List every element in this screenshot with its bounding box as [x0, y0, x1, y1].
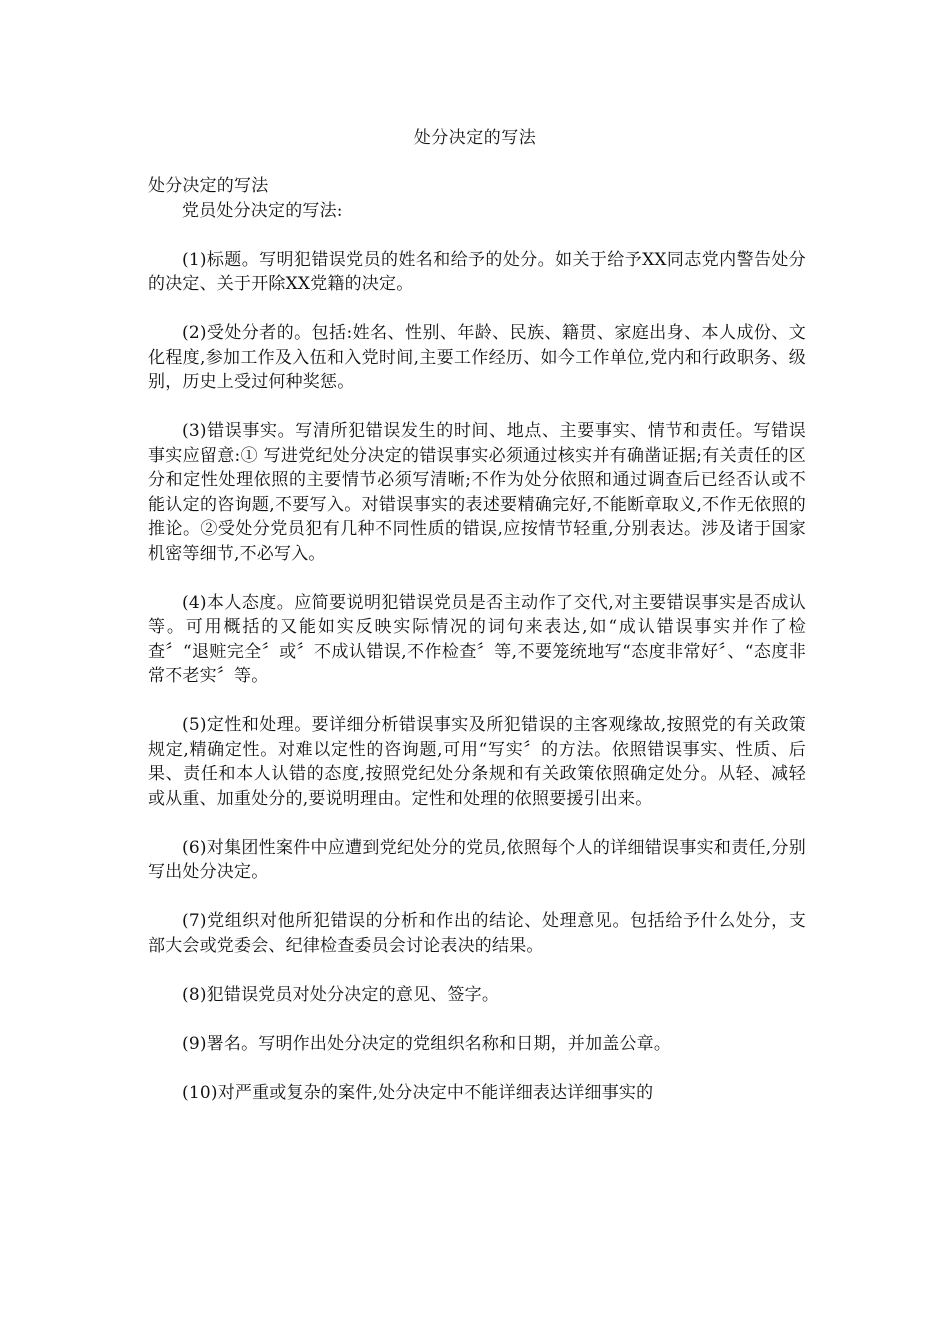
paragraph-6: (6)对集团性案件中应遭到党纪处分的党员,依照每个人的详细错误事实和责任,分别写出处分决定。: [148, 837, 806, 882]
paragraph-2: (2)受处分者的。包括:姓名、性别、年龄、民族、籍贯、家庭出身、本人成份、文化程度,参加工作及入伍和入党时间,主要工作经历、如今工作单位,党内和行政职务、级别，历史上受过何种奖惩。: [148, 323, 806, 392]
section-heading: 处分决定的写法: [148, 176, 269, 196]
intro-line: 党员处分决定的写法:: [182, 200, 343, 221]
document-body: [148, 174, 806, 1105]
document-title: 处分决定的写法: [413, 128, 537, 148]
paragraph-7: (7)党组织对他所犯错误的分析和作出的结论、处理意见。包括给予什么处分，支部大会或党委会、纪律检查委员会讨论表决的结果。: [148, 911, 806, 956]
paragraph-5: (5)定性和处理。要详细分析错误事实及所犯错误的主客观缘故,按照党的有关政策规定,精确定性。对难以定性的咨询题,可用“写实〞的方法。依照错误事实、性质、后果、责任和本人认错的态度,按照党纪处分条规和有关政策依照确定处分。从轻、减轻或从重、加重处分的,要说明理由。定性和处理的依照要援引出来。: [148, 715, 806, 809]
paragraph-3: (3)错误事实。写清所犯错误发生的时间、地点、主要事实、情节和责任。写错误事实应留意:① 写进党纪处分决定的错误事实必须通过核实并有确凿证据;有关责任的区分和定性处理依照的主要情节必须写清晰;不作为处分依照和通过调查后已经否认或不能认定的咨询题,不要写入。对错误事实的表述要精确完好,不能断章取义,不作无依照的推论。②受处分党员犯有几种不同性质的错误,应按情节轻重,分别表达。涉及诸于国家机密等细节,不必写入。: [148, 421, 806, 564]
paragraph-4: (4)本人态度。应简要说明犯错误党员是否主动作了交代,对主要错误事实是否成认等。可用概括的又能如实反映实际情况的词句来表达,如“成认错误事实并作了检查〞“退赃完全〞或〞不成认错误,不作检查〞等,不要笼统地写“态度非常好〞、“态度非常不老实〞等。: [148, 592, 806, 686]
paragraph-9: (9)署名。写明作出处分决定的党组织名称和日期，并加盖公章。: [182, 1033, 672, 1054]
paragraph-8: (8)犯错误党员对处分决定的意见、签字。: [182, 984, 500, 1005]
paragraph-1: (1)标题。写明犯错误党员的姓名和给予的处分。如关于给予XX同志党内警告处分的决定、关于开除XX党籍的决定。: [148, 249, 806, 294]
paragraph-10: (10)对严重或复杂的案件,处分决定中不能详细表达详细事实的: [182, 1082, 654, 1103]
